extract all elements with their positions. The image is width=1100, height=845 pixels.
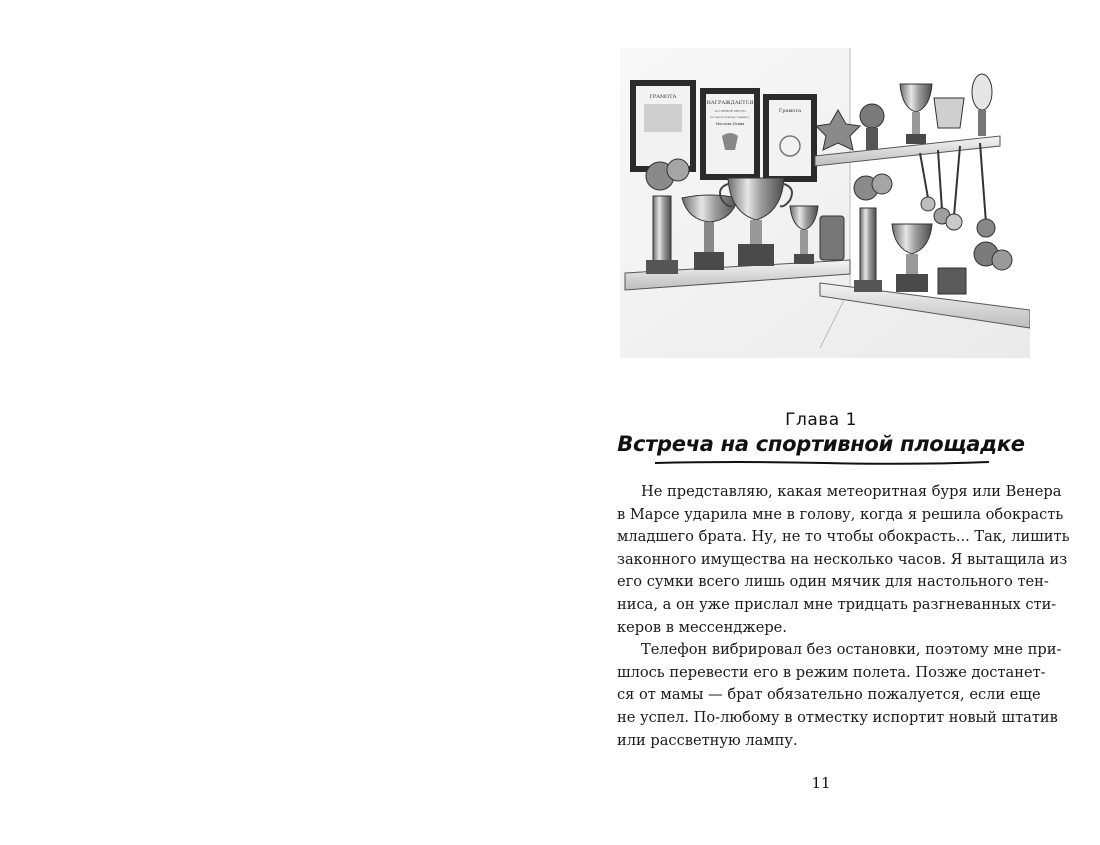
- certificate-2-line-1: НАГРАЖДАЕТСЯ: [706, 100, 754, 106]
- text-line: или рассветную лампу.: [617, 731, 798, 749]
- text-line: его сумки всего лишь один мячик для настольного тен-: [617, 573, 1049, 591]
- certificate-3-text: Грамота: [778, 108, 802, 114]
- text-line: ся от мамы — брат обязательно пожалуется, если еще: [617, 686, 1041, 704]
- text-line: ниса, а он уже прислал мне тридцать разгневанных сти-: [617, 595, 1057, 613]
- text-line: не успел. По-любому в отместку испортит новый штатив: [617, 708, 1058, 726]
- certificate-2-line-4: Маслова Иския: [715, 122, 745, 126]
- chapter-title: Встреча на спортивной площадке: [617, 432, 1025, 456]
- medals: [920, 143, 995, 237]
- certificate-2-line-2: ЗА ПЕРВОЕ МЕСТО: [714, 109, 746, 113]
- text-line: керов в мессенджере.: [617, 618, 787, 636]
- text-line: в Марсе ударила мне в голову, когда я решила обокрасть: [617, 505, 1064, 523]
- paragraph-2: [617, 639, 1062, 752]
- paragraph-1: [617, 481, 1070, 639]
- text-line: младшего брата. Ну, не то чтобы обокрасть... Так, лишить: [617, 528, 1070, 546]
- trophy-shelf-illustration: [620, 28, 1030, 368]
- certificate-2-line-3: по настольному теннису: [710, 115, 750, 119]
- text-line: Телефон вибрировал без остановки, поэтому мне при-: [641, 641, 1062, 659]
- page-number: 11: [811, 774, 831, 792]
- chapter-title-underline: [655, 459, 989, 467]
- chapter-label: Глава 1: [785, 410, 857, 430]
- body-text: [617, 481, 1070, 752]
- text-line: Не представляю, какая метеоритная буря или Венера: [641, 483, 1062, 500]
- certificate-1-text: ГРАМОТА: [649, 94, 677, 100]
- text-line: законного имущества на несколько часов. Я вытащила из: [617, 550, 1068, 568]
- text-line: шлось перевести его в режим полета. Позже достанет-: [617, 663, 1046, 681]
